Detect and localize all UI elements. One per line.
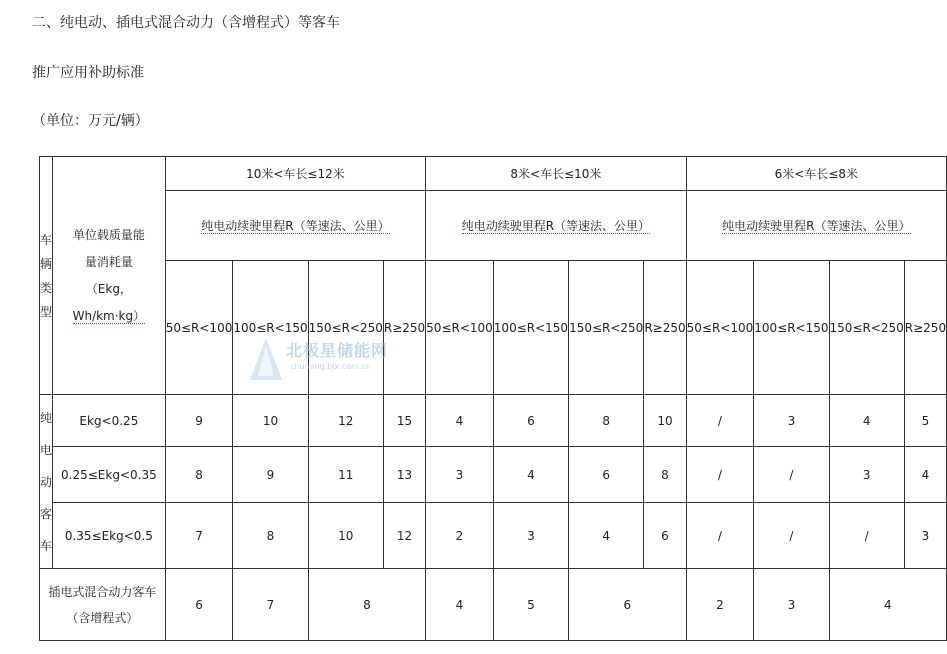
range-bin: 150≤R<250 — [308, 261, 383, 395]
range-bin: 100≤R<150 — [754, 261, 829, 395]
subsidy-value: 6 — [644, 503, 686, 569]
page-heading: 二、纯电动、插电式混合动力（含增程式）等客车 — [32, 15, 340, 31]
subsidy-value: 8 — [308, 569, 426, 641]
range-bin: R≥250 — [904, 261, 946, 395]
range-bin: 100≤R<150 — [493, 261, 568, 395]
subsidy-value: 6 — [165, 569, 233, 641]
energy-band: 0.25≤Ekg<0.35 — [53, 447, 166, 503]
subsidy-value: 3 — [426, 447, 494, 503]
length-group-10-12: 10米<车长≤12米 — [165, 157, 425, 191]
subsidy-value: 10 — [308, 503, 383, 569]
subsidy-value: 8 — [233, 503, 308, 569]
subsidy-value: 4 — [569, 503, 644, 569]
subsidy-value: 4 — [829, 395, 904, 447]
energy-band: Ekg<0.25 — [53, 395, 166, 447]
subsidy-value: 6 — [569, 569, 687, 641]
bev-row-label: 纯 电 动 客 车 — [40, 395, 53, 569]
subsidy-value: 5 — [904, 395, 946, 447]
subsidy-value: / — [686, 395, 754, 447]
subsidy-value: 2 — [426, 503, 494, 569]
range-bin: 150≤R<250 — [829, 261, 904, 395]
subsidy-value: 4 — [426, 395, 494, 447]
subsidy-value: 3 — [493, 503, 568, 569]
subtitle: 推广应用补助标准 — [32, 65, 144, 81]
range-bin: R≥250 — [383, 261, 425, 395]
subsidy-value: 13 — [383, 447, 425, 503]
subsidy-value: 3 — [829, 447, 904, 503]
subsidy-value: 8 — [165, 447, 233, 503]
subsidy-value: 6 — [493, 395, 568, 447]
phev-row-label: 插电式混合动力客车（含增程式） — [40, 569, 166, 641]
subsidy-table — [39, 156, 947, 641]
vehicle-type-header: 车 辆 类 型 — [40, 157, 53, 395]
subsidy-value: 9 — [233, 447, 308, 503]
range-bin: 100≤R<150 — [233, 261, 308, 395]
range-bin: 50≤R<100 — [686, 261, 754, 395]
subsidy-value: 6 — [569, 447, 644, 503]
subsidy-value: 12 — [383, 503, 425, 569]
subsidy-value: 10 — [233, 395, 308, 447]
watermark-url: chuneng.bjx.com.cn — [290, 362, 371, 371]
range-bin: 50≤R<100 — [426, 261, 494, 395]
subsidy-value: 4 — [493, 447, 568, 503]
subsidy-value: 4 — [904, 447, 946, 503]
range-title: 纯电动续驶里程R（等速法、公里） — [686, 191, 946, 261]
energy-consumption-header: 单位载质量能 量消耗量 （Ekg， Wh/km·kg） — [53, 157, 166, 395]
subsidy-value: 9 — [165, 395, 233, 447]
subsidy-value: 7 — [233, 569, 308, 641]
range-bin: 50≤R<100 — [165, 261, 233, 395]
subsidy-value: 8 — [569, 395, 644, 447]
length-group-8-10: 8米<车长≤10米 — [426, 157, 686, 191]
subsidy-value: 10 — [644, 395, 686, 447]
subsidy-value: 5 — [493, 569, 568, 641]
subsidy-value: / — [754, 447, 829, 503]
range-bin: R≥250 — [644, 261, 686, 395]
subsidy-value: / — [754, 503, 829, 569]
unit-note: （单位：万元/辆） — [32, 113, 149, 129]
subsidy-value: 4 — [426, 569, 494, 641]
subsidy-value: 3 — [754, 395, 829, 447]
subsidy-value: 7 — [165, 503, 233, 569]
subsidy-value: 3 — [754, 569, 829, 641]
subsidy-value: 11 — [308, 447, 383, 503]
subsidy-value: 2 — [686, 569, 754, 641]
subsidy-value: 15 — [383, 395, 425, 447]
subsidy-value: 4 — [829, 569, 947, 641]
watermark-text: 北极星储能网 — [286, 341, 389, 360]
subsidy-value: 3 — [904, 503, 946, 569]
range-title: 纯电动续驶里程R（等速法、公里） — [165, 191, 425, 261]
subsidy-value: / — [686, 447, 754, 503]
subsidy-value: / — [686, 503, 754, 569]
length-group-6-8: 6米<车长≤8米 — [686, 157, 946, 191]
subsidy-value: 12 — [308, 395, 383, 447]
range-bin: 150≤R<250 — [569, 261, 644, 395]
energy-band: 0.35≤Ekg<0.5 — [53, 503, 166, 569]
subsidy-value: / — [829, 503, 904, 569]
subsidy-value: 8 — [644, 447, 686, 503]
range-title: 纯电动续驶里程R（等速法、公里） — [426, 191, 686, 261]
